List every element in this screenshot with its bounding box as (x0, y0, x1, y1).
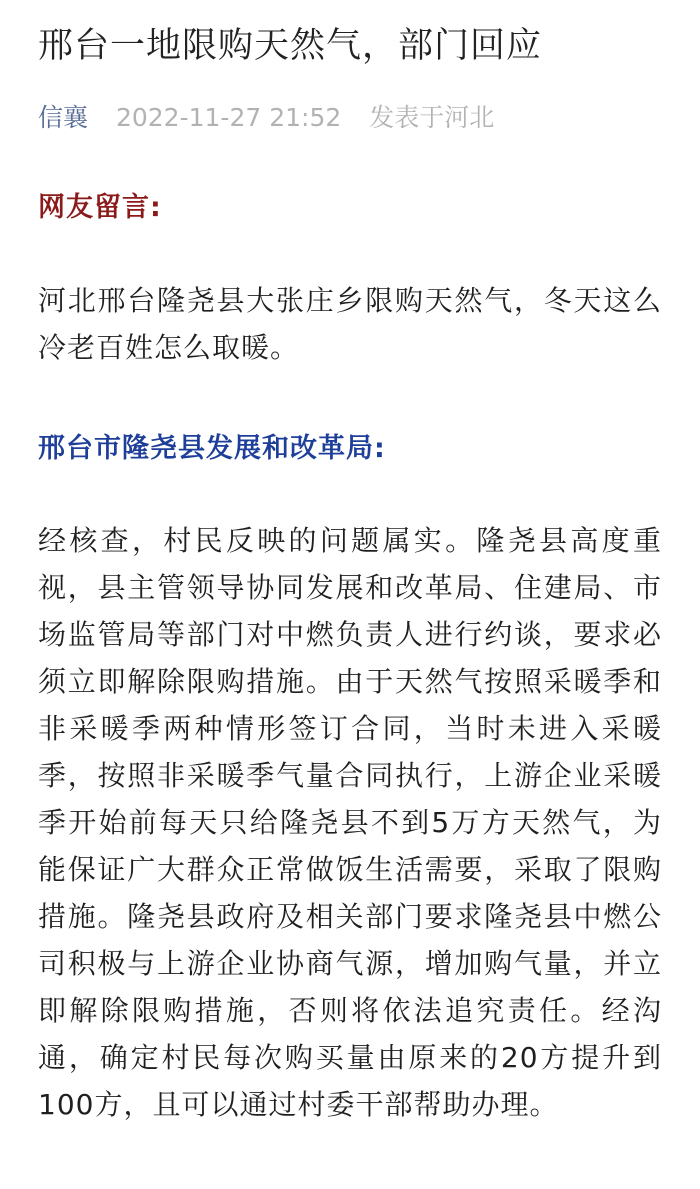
author-link[interactable]: 信襄 (38, 103, 89, 132)
bureau-reply-text: 经核查，村民反映的问题属实。隆尧县高度重视，县主管领导协同发展和改革局、住建局、市场监管局等部门对中燃负责人进行约谈，要求必须立即解除限购措施。由于天然气按照采暖季和非采暖季两种情形签订合同，当时未进入采暖季，按照非采暖季气量合同执行，上游企业采暖季开始前每天只给隆尧县不到5万方天然气，为能保证广大群众正常做饭生活需要，采取了限购措施。隆尧县政府及相关部门要求隆尧县中燃公司积极与上游企业协商气源，增加购气量，并立即解除限购措施，否则将依法追究责任。经沟通，确定村民每次购买量由原来的20方提升到100方，且可以通过村委干部帮助办理。 (38, 524, 662, 1121)
netizen-message-text: 河北邢台隆尧县大张庄乡限购天然气，冬天这么冷老百姓怎么取暖。 (38, 284, 662, 364)
publish-timestamp: 2022-11-27 21:52 (115, 103, 342, 132)
bureau-reply-label: 邢台市隆尧县发展和改革局: (38, 433, 386, 464)
publish-location: 发表于河北 (369, 103, 495, 132)
article-meta (38, 102, 662, 134)
article-title: 邢台一地限购天然气，部门回应 (38, 26, 543, 66)
netizen-message-label: 网友留言: (38, 192, 162, 223)
